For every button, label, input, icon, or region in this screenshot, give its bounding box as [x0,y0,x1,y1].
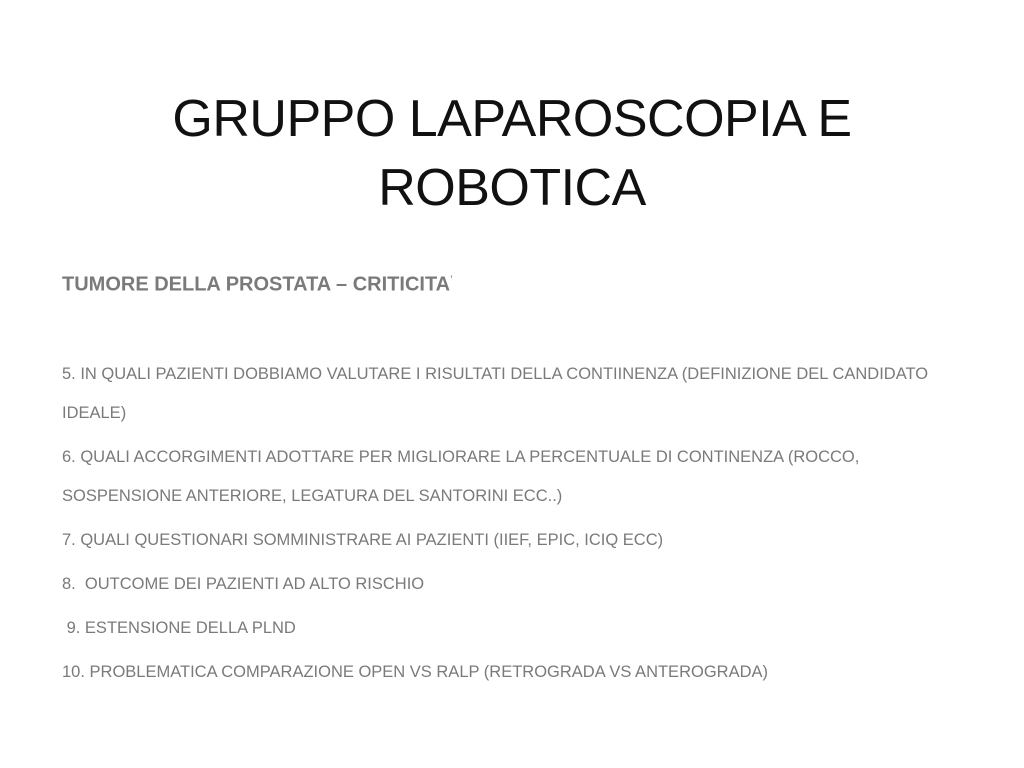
list-item: 10. PROBLEMATICA COMPARAZIONE OPEN VS RALP (RETROGRADA VS ANTEROGRADA) [62,662,768,681]
list-item: 9. ESTENSIONE DELLA PLND [62,618,296,637]
criticality-list [62,355,962,692]
list-item: 8. OUTCOME DEI PAZIENTI AD ALTO RISCHIO [62,574,425,593]
slide-content [62,262,962,697]
slide-title [60,85,964,223]
subtitle-tick: ’ [450,274,453,286]
title-line-1: GRUPPO LAPAROSCOPIA E [172,89,852,148]
title-line-2: ROBOTICA [378,158,646,217]
list-item: 6. QUALI ACCORGIMENTI ADOTTARE PER MIGLIORARE LA PERCENTUALE DI CONTINENZA (ROCCO, SOSPENSIONE ANTERIORE, LEGATURA DEL SANTORINI ECC..) [62,447,860,505]
subtitle-text: TUMORE DELLA PROSTATA – CRITICITA [62,273,451,296]
slide-subtitle [62,262,962,303]
list-item: 7. QUALI QUESTIONARI SOMMINISTRARE AI PAZIENTI (IIEF, EPIC, ICIQ ECC) [62,530,664,549]
list-item: 5. IN QUALI PAZIENTI DOBBIAMO VALUTARE I RISULTATI DELLA CONTIINENZA (DEFINIZIONE DEL CANDIDATO IDEALE) [62,364,929,422]
